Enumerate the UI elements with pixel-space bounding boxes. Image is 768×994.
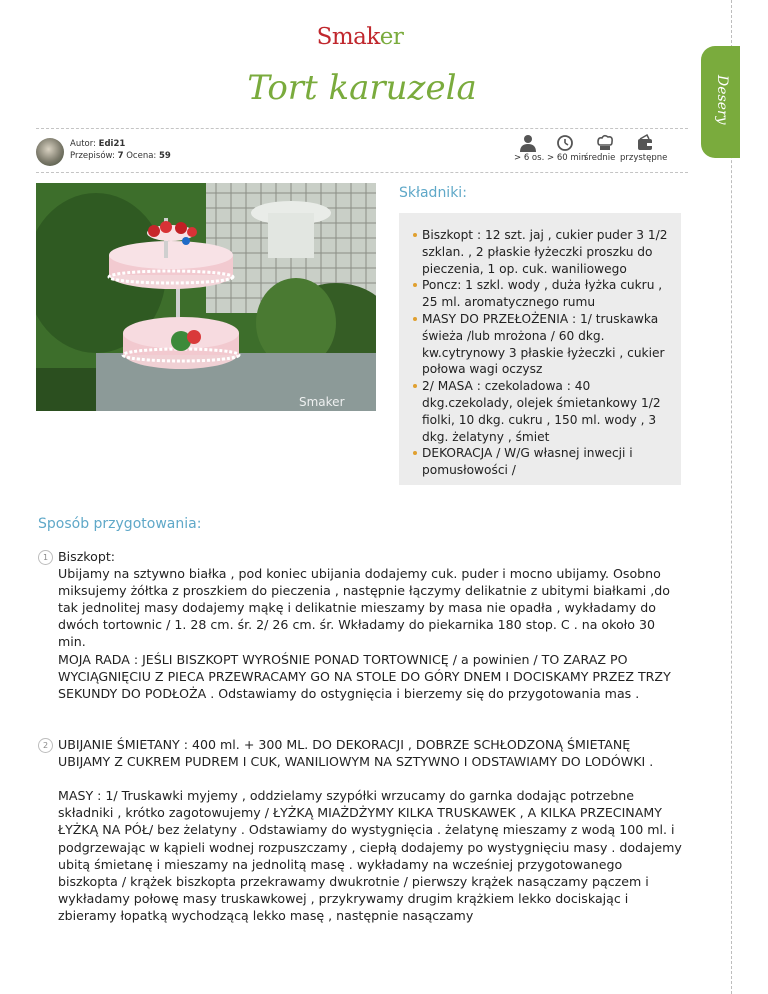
author-avatar[interactable] xyxy=(36,138,64,166)
person-icon xyxy=(517,133,539,153)
logo-part-1: Smak xyxy=(316,24,380,50)
ingredient-item: Poncz: 1 szkl. wody , duża łyżka cukru , 25 ml. aromatycznego rumu xyxy=(413,277,671,311)
clock-icon xyxy=(554,133,576,153)
wallet-icon xyxy=(634,133,656,153)
ingredient-item: Biszkopt : 12 szt. jaj , cukier puder 3 1/2 szklan. , 2 płaskie łyżeczki proszku do pieczenia, 1 op. cuk. waniliowego xyxy=(413,227,671,277)
meta-divider xyxy=(36,172,688,173)
smaker-logo[interactable] xyxy=(300,24,420,50)
difficulty-label: średnie xyxy=(584,153,616,163)
recipes-count: 7 xyxy=(117,151,124,161)
ingredient-item: MASY DO PRZEŁOŻENIA : 1/ truskawka świeża /lub mrożona / 60 dkg. kw.cytrynowy 3 płaskie łyżeczki , cukier połowa wagi oczysz xyxy=(413,311,671,378)
author-line xyxy=(70,139,125,149)
ingredients-heading: Składniki: xyxy=(399,185,467,201)
title-divider xyxy=(36,128,688,129)
ingredients-box xyxy=(399,213,681,485)
recipe-photo xyxy=(36,183,376,411)
logo-part-2: er xyxy=(379,24,404,50)
ingredient-item: 2/ MASA : czekoladowa : 40 dkg.czekolady, olejek śmietankowy 1/2 fiolki, 10 dkg. cukru , 150 ml. wody , 3 dkg. żelatyny , śmiet xyxy=(413,378,671,445)
recipes-label: Przepisów: xyxy=(70,151,115,161)
step-number: 1 xyxy=(38,550,53,565)
photo-watermark: Smaker xyxy=(299,395,345,409)
author-label: Autor: xyxy=(70,139,96,149)
author-name[interactable]: Edi21 xyxy=(98,139,126,149)
ingredient-item: DEKORACJA / W/G własnej inwecji i pomusłowości / xyxy=(413,445,671,479)
step-text: UBIJANIE ŚMIETANY : 400 ml. + 300 ML. DO DEKORACJI , DOBRZE SCHŁODZONĄ ŚMIETANĘ UBIJAMY Z CUKREM PUDREM I CUK, WANILIOWYM NA SZTYWNO I ODSTAWIAMY DO LODÓWKI . MASY : 1/ Truskawki myjemy , oddzielamy szypółki wrzucamy do garnka dodając potrzebne składniki , krótko zagotowujemy / ŁYŻKĄ MIAŻDŻYMY KILKA TRUSKAWEK , A KILKA PRZECINAMY ŁYŻKĄ NA PÓŁ/ bez żelatyny . Odstawiamy do wystygnięcia . żelatynę mieszamy z wodą 100 ml. i podgrzewając w kąpieli wodnej rozpuszczamy , ciepłą dodajemy po wystygnięciu masy . dodajemy ubitą śmietanę i mieszamy na jednolitą masę . wykładamy na wcześniej przygotowanego biszkopta / krążek biszkopta przekrawamy dwukrotnie / pierwszy krążek nasączamy pączem i wykładamy połowę masy truskawkowej , przykrywamy drugim krążkiem lekko dociskając i zbieramy łopatką wychodzącą lekko masę , następnie nasączamy xyxy=(58,737,682,923)
ingredients-list xyxy=(399,213,681,479)
step-text: Biszkopt: Ubijamy na sztywno białka , pod koniec ubijania dodajemy cuk. puder i mocno ubijamy. Osobno miksujemy żółtka z proszkiem do pieczenia , następnie łączymy delikatnie z ubitymi białkami ,do tak jednolitej masy dodajemy mąkę i delikatnie mieszamy by masa nie opadła , wykładamy do dwóch tortownic / 1. 28 cm. śr. 2/ 26 cm. śr. Wkładamy do piekarnika 180 stop. C . na około 30 min. MOJA RADA : JEŚLI BISZKOPT WYROŚNIE PONAD TORTOWNICĘ / a powinien / TO ZARAZ PO WYCIĄGNIĘCIU Z PIECA PRZEWRACAMY GO NA STOLE DO GÓRY DNEM I DOCISKAMY PRZEZ TRZY SEKUNDY DO PODŁOŻA . Odstawiamy do ostygnięcia i bierzemy się do przygotowania mas . xyxy=(58,549,671,701)
author-stats-line xyxy=(70,151,171,161)
time-label: > 60 min xyxy=(547,153,587,163)
chef-hat-icon xyxy=(594,133,616,153)
recipe-title: Tort karuzela xyxy=(247,68,477,108)
preparation-heading: Sposób przygotowania: xyxy=(38,516,202,532)
cake-photo-illustration xyxy=(36,183,376,411)
step-number: 2 xyxy=(38,738,53,753)
servings-label: > 6 os. xyxy=(514,153,545,163)
rating-label: Ocena: xyxy=(126,151,157,161)
category-tab-label: Desery xyxy=(714,75,730,125)
rating-value: 59 xyxy=(159,151,171,161)
cost-label: przystępne xyxy=(620,153,668,163)
